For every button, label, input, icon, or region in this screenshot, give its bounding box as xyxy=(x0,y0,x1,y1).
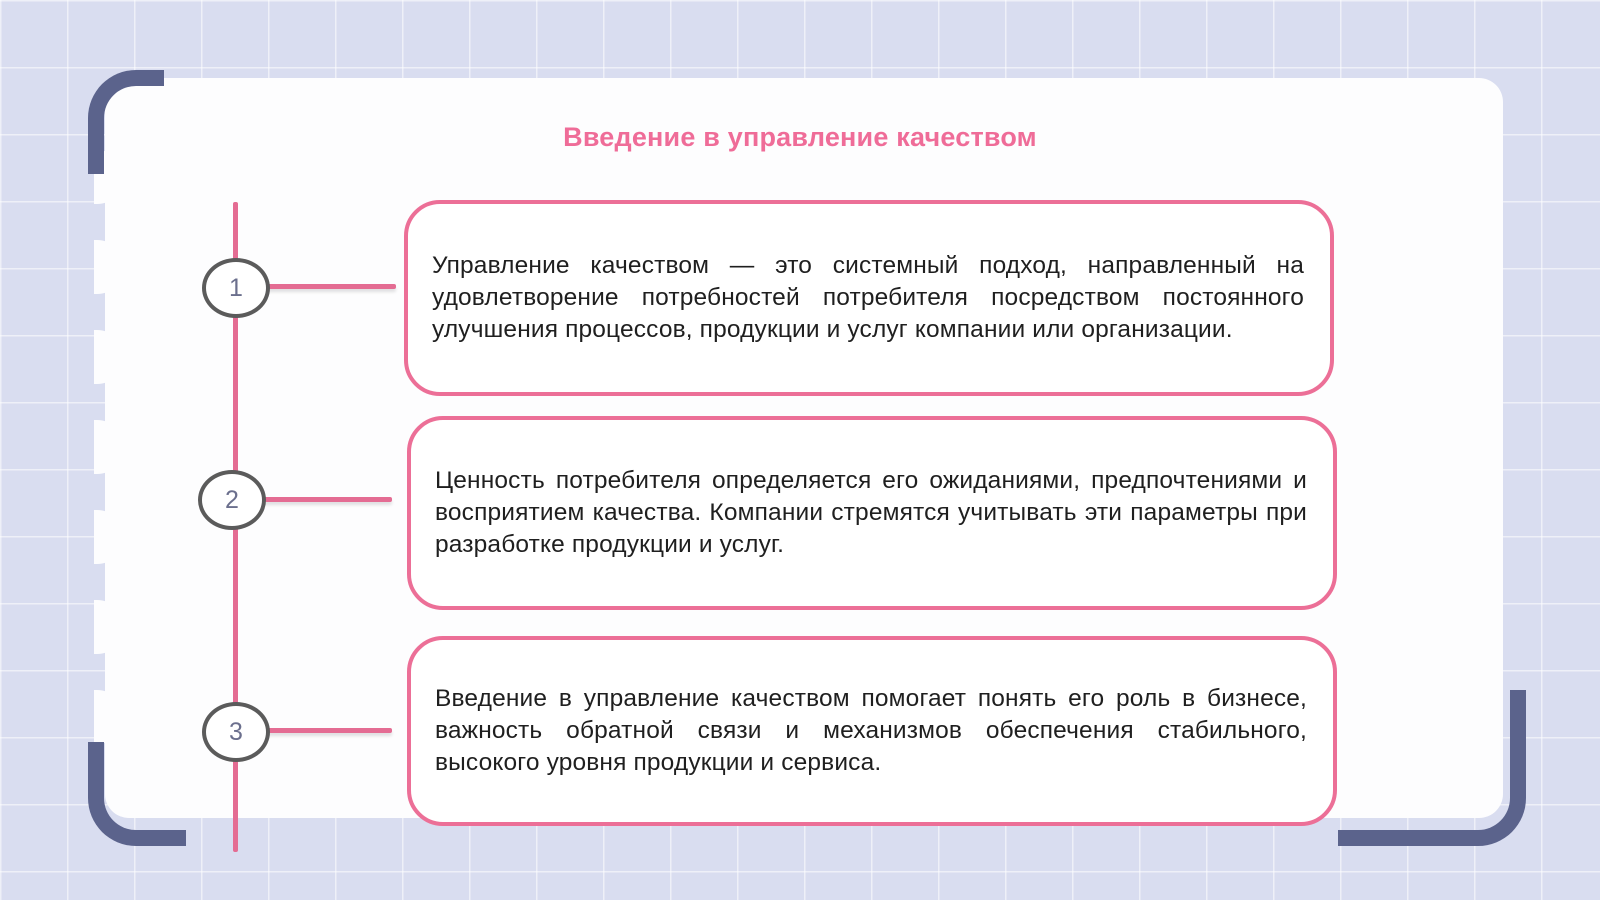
corner-bracket-bottom-right xyxy=(1338,690,1526,846)
step-number-badge: 3 xyxy=(202,702,270,762)
step-card-text: Ценность потребителя определяется его ожиданиями, предпочтениями и восприятием качества. Компании стремятся учитывать эти параметры при разработке продукции и услуг. xyxy=(435,467,1307,558)
timeline-connector xyxy=(266,728,392,733)
step-card xyxy=(407,416,1337,610)
step-card xyxy=(407,636,1337,826)
step-number-badge: 2 xyxy=(198,470,266,530)
step-card-text: Введение в управление качеством помогает понять его роль в бизнесе, важность обратной связи и механизмов обеспечения стабильного, высокого уровня продукции и сервиса. xyxy=(435,685,1307,776)
timeline-connector xyxy=(262,497,392,502)
step-number-badge: 1 xyxy=(202,258,270,318)
step-card xyxy=(404,200,1334,396)
timeline-connector xyxy=(266,284,396,289)
corner-bracket-bottom-left xyxy=(88,742,186,846)
step-card-text: Управление качеством — это системный подход, направленный на удовлетворение потребностей потребителя посредством постоянного улучшения процессов, продукции и услуг компании или организации. xyxy=(432,252,1304,343)
page-title: Введение в управление качеством xyxy=(563,122,1037,152)
